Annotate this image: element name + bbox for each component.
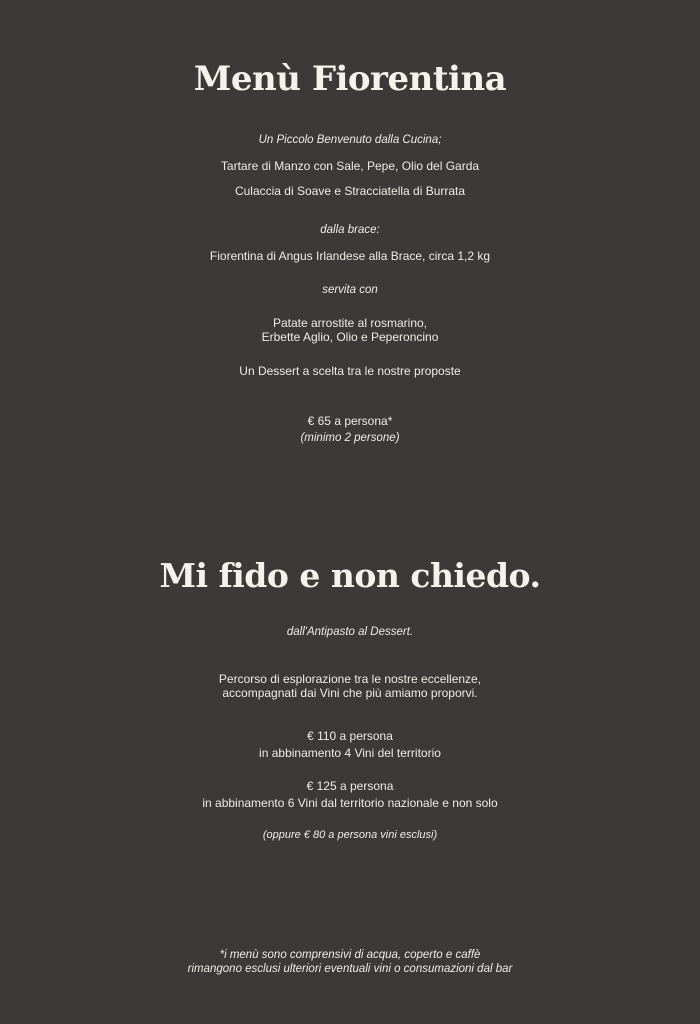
price-option: € 125 a persona	[306, 779, 394, 793]
course-item: Tartare di Manzo con Sale, Pepe, Olio del Garda	[220, 159, 480, 173]
menu-fiorentina-price: € 65 a persona*	[307, 414, 393, 428]
description-line: accompagnati dai Vini che più amiamo proporvi.	[222, 686, 478, 700]
footer-note: rimangono esclusi ulteriori eventuali vini o consumazioni dal bar	[187, 963, 513, 975]
menu-fiorentina-title: Menù Fiorentina	[193, 59, 507, 99]
grill-heading: dalla brace:	[320, 224, 380, 236]
side-dish: Erbette Aglio, Olio e Peperoncino	[261, 330, 439, 344]
footer-note: *i menù sono comprensivi di acqua, coperto e caffè	[219, 949, 481, 961]
dessert-line: Un Dessert a scelta tra le nostre proposte	[239, 364, 461, 378]
mi-fido-title: Mi fido e non chiedo.	[159, 556, 541, 595]
welcome-text: Un Piccolo Benvenuto dalla Cucina;	[258, 134, 442, 146]
alt-price-note: (oppure € 80 a persona vini esclusi)	[262, 829, 438, 841]
description-line: Percorso di esplorazione tra le nostre eccellenze,	[218, 672, 482, 686]
served-heading: servita con	[322, 284, 378, 296]
side-dish: Patate arrostite al rosmarino,	[272, 316, 428, 330]
price-option: € 110 a persona	[307, 729, 393, 743]
pairing-option: in abbinamento 4 Vini del territorio	[259, 746, 441, 760]
course-item: Culaccia di Soave e Stracciatella di Burrata	[234, 184, 466, 198]
pairing-option: in abbinamento 6 Vini dal territorio nazionale e non solo	[202, 796, 498, 810]
mi-fido-subtitle: dall'Antipasto al Dessert.	[286, 626, 414, 638]
main-course: Fiorentina di Angus Irlandese alla Brace, circa 1,2 kg	[209, 249, 491, 263]
minimum-note: (minimo 2 persone)	[300, 432, 400, 444]
